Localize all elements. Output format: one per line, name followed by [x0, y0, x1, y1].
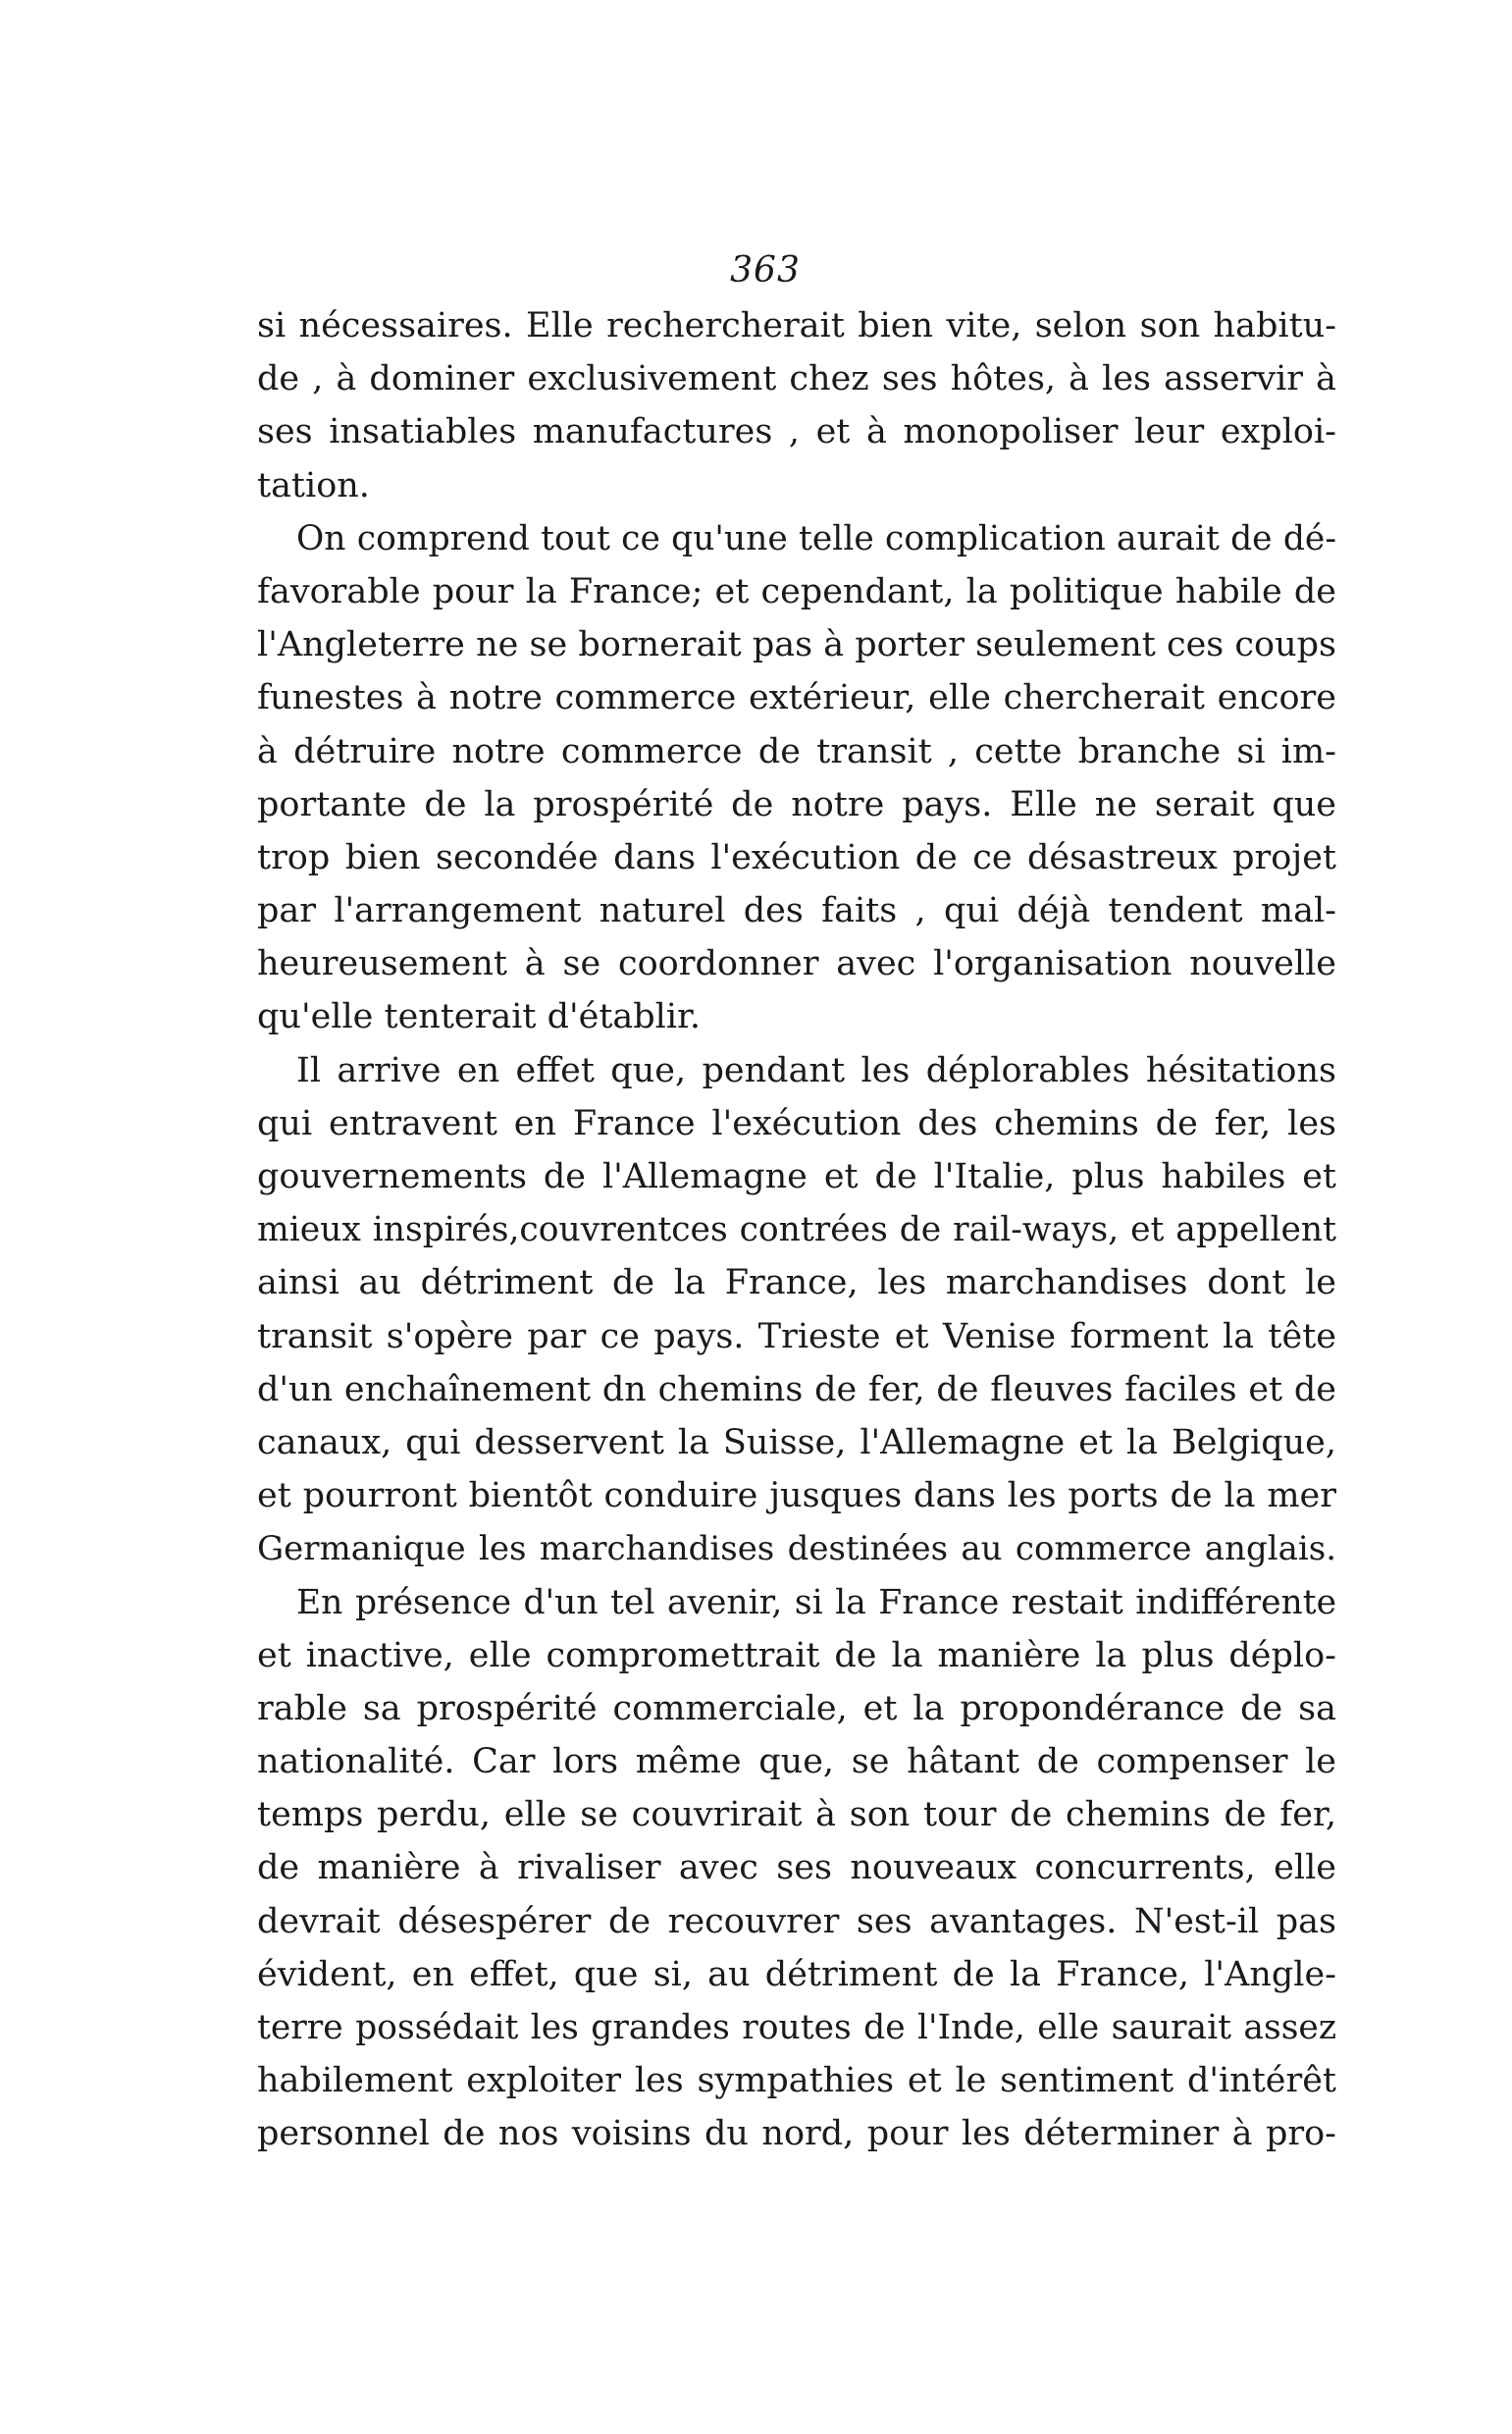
text-line: En présence d'un tel avenir, si la France restait indifférente — [296, 1582, 1336, 1622]
text-line: qu'elle tenterait d'établir. — [257, 997, 702, 1037]
text-line: de , à dominer exclusivement chez ses hôtes, à les asservir à — [257, 359, 1336, 399]
text-line: par l'arrangement naturel des faits , qui déjà tendent mal- — [257, 891, 1336, 931]
text-line: mieux inspirés,couvrentces contrées de rail-ways, et appellent — [257, 1210, 1336, 1250]
text-line: devrait désespérer de recouvrer ses avantages. N'est-il pas — [257, 1901, 1336, 1941]
text-line: ses insatiables manufactures , et à monopoliser leur exploi- — [257, 412, 1336, 452]
text-line: heureusement à se coordonner avec l'organisation nouvelle — [257, 944, 1336, 984]
text-line: évident, en effet, que si, au détriment de la France, l'Angle- — [257, 1954, 1336, 1994]
text-line: Germanique les marchandises destinées au commerce anglais. — [257, 1529, 1336, 1569]
text-line: d'un enchaînement dn chemins de fer, de fleuves faciles et de — [257, 1369, 1336, 1409]
text-line: tation. — [257, 465, 370, 505]
text-line: portante de la prospérité de notre pays. Elle ne serait que — [257, 784, 1336, 824]
text-line: ainsi au détriment de la France, les marchandises dont le — [257, 1263, 1336, 1303]
text-line: gouvernements de l'Allemagne et de l'Italie, plus habiles et — [257, 1157, 1336, 1196]
text-line: trop bien secondée dans l'exécution de ce désastreux projet — [257, 837, 1336, 877]
text-line: On comprend tout ce qu'une telle complication aurait de dé- — [296, 518, 1336, 558]
text-line: favorable pour la France; et cependant, la politique habile de — [257, 571, 1336, 611]
text-line: terre possédait les grandes routes de l'Inde, elle saurait assez — [257, 2008, 1336, 2047]
text-line: personnel de nos voisins du nord, pour les déterminer à pro- — [257, 2114, 1336, 2154]
text-line: nationalité. Car lors même que, se hâtant de compenser le — [257, 1742, 1336, 1782]
text-line: funestes à notre commerce extérieur, elle chercherait encore — [257, 678, 1336, 718]
text-line: temps perdu, elle se couvrirait à son tour de chemins de fer, — [257, 1795, 1336, 1835]
text-line: qui entravent en France l'exécution des chemins de fer, les — [257, 1103, 1336, 1143]
text-line: habilement exploiter les sympathies et le sentiment d'intérêt — [257, 2061, 1336, 2101]
body-text — [257, 299, 1336, 2161]
text-line: à détruire notre commerce de transit , cette branche si im- — [257, 731, 1336, 771]
text-line: si nécessaires. Elle rechercherait bien vite, selon son habitu- — [257, 306, 1336, 345]
page-number: 363 — [730, 250, 801, 291]
text-line: canaux, qui desservent la Suisse, l'Allemagne et la Belgique, — [257, 1422, 1336, 1462]
text-line: et inactive, elle compromettrait de la manière la plus déplo- — [257, 1635, 1336, 1675]
text-line: rable sa prospérité commerciale, et la propondérance de sa — [257, 1688, 1336, 1728]
text-line: de manière à rivaliser avec ses nouveaux concurrents, elle — [257, 1848, 1336, 1888]
text-line: transit s'opère par ce pays. Trieste et Venise forment la tête — [257, 1316, 1336, 1356]
text-line: l'Angleterre ne se bornerait pas à porter seulement ces coups — [257, 625, 1336, 665]
text-line: et pourront bientôt conduire jusques dans les ports de la mer — [257, 1476, 1336, 1516]
text-line: Il arrive en effet que, pendant les déplorables hésitations — [296, 1050, 1336, 1090]
